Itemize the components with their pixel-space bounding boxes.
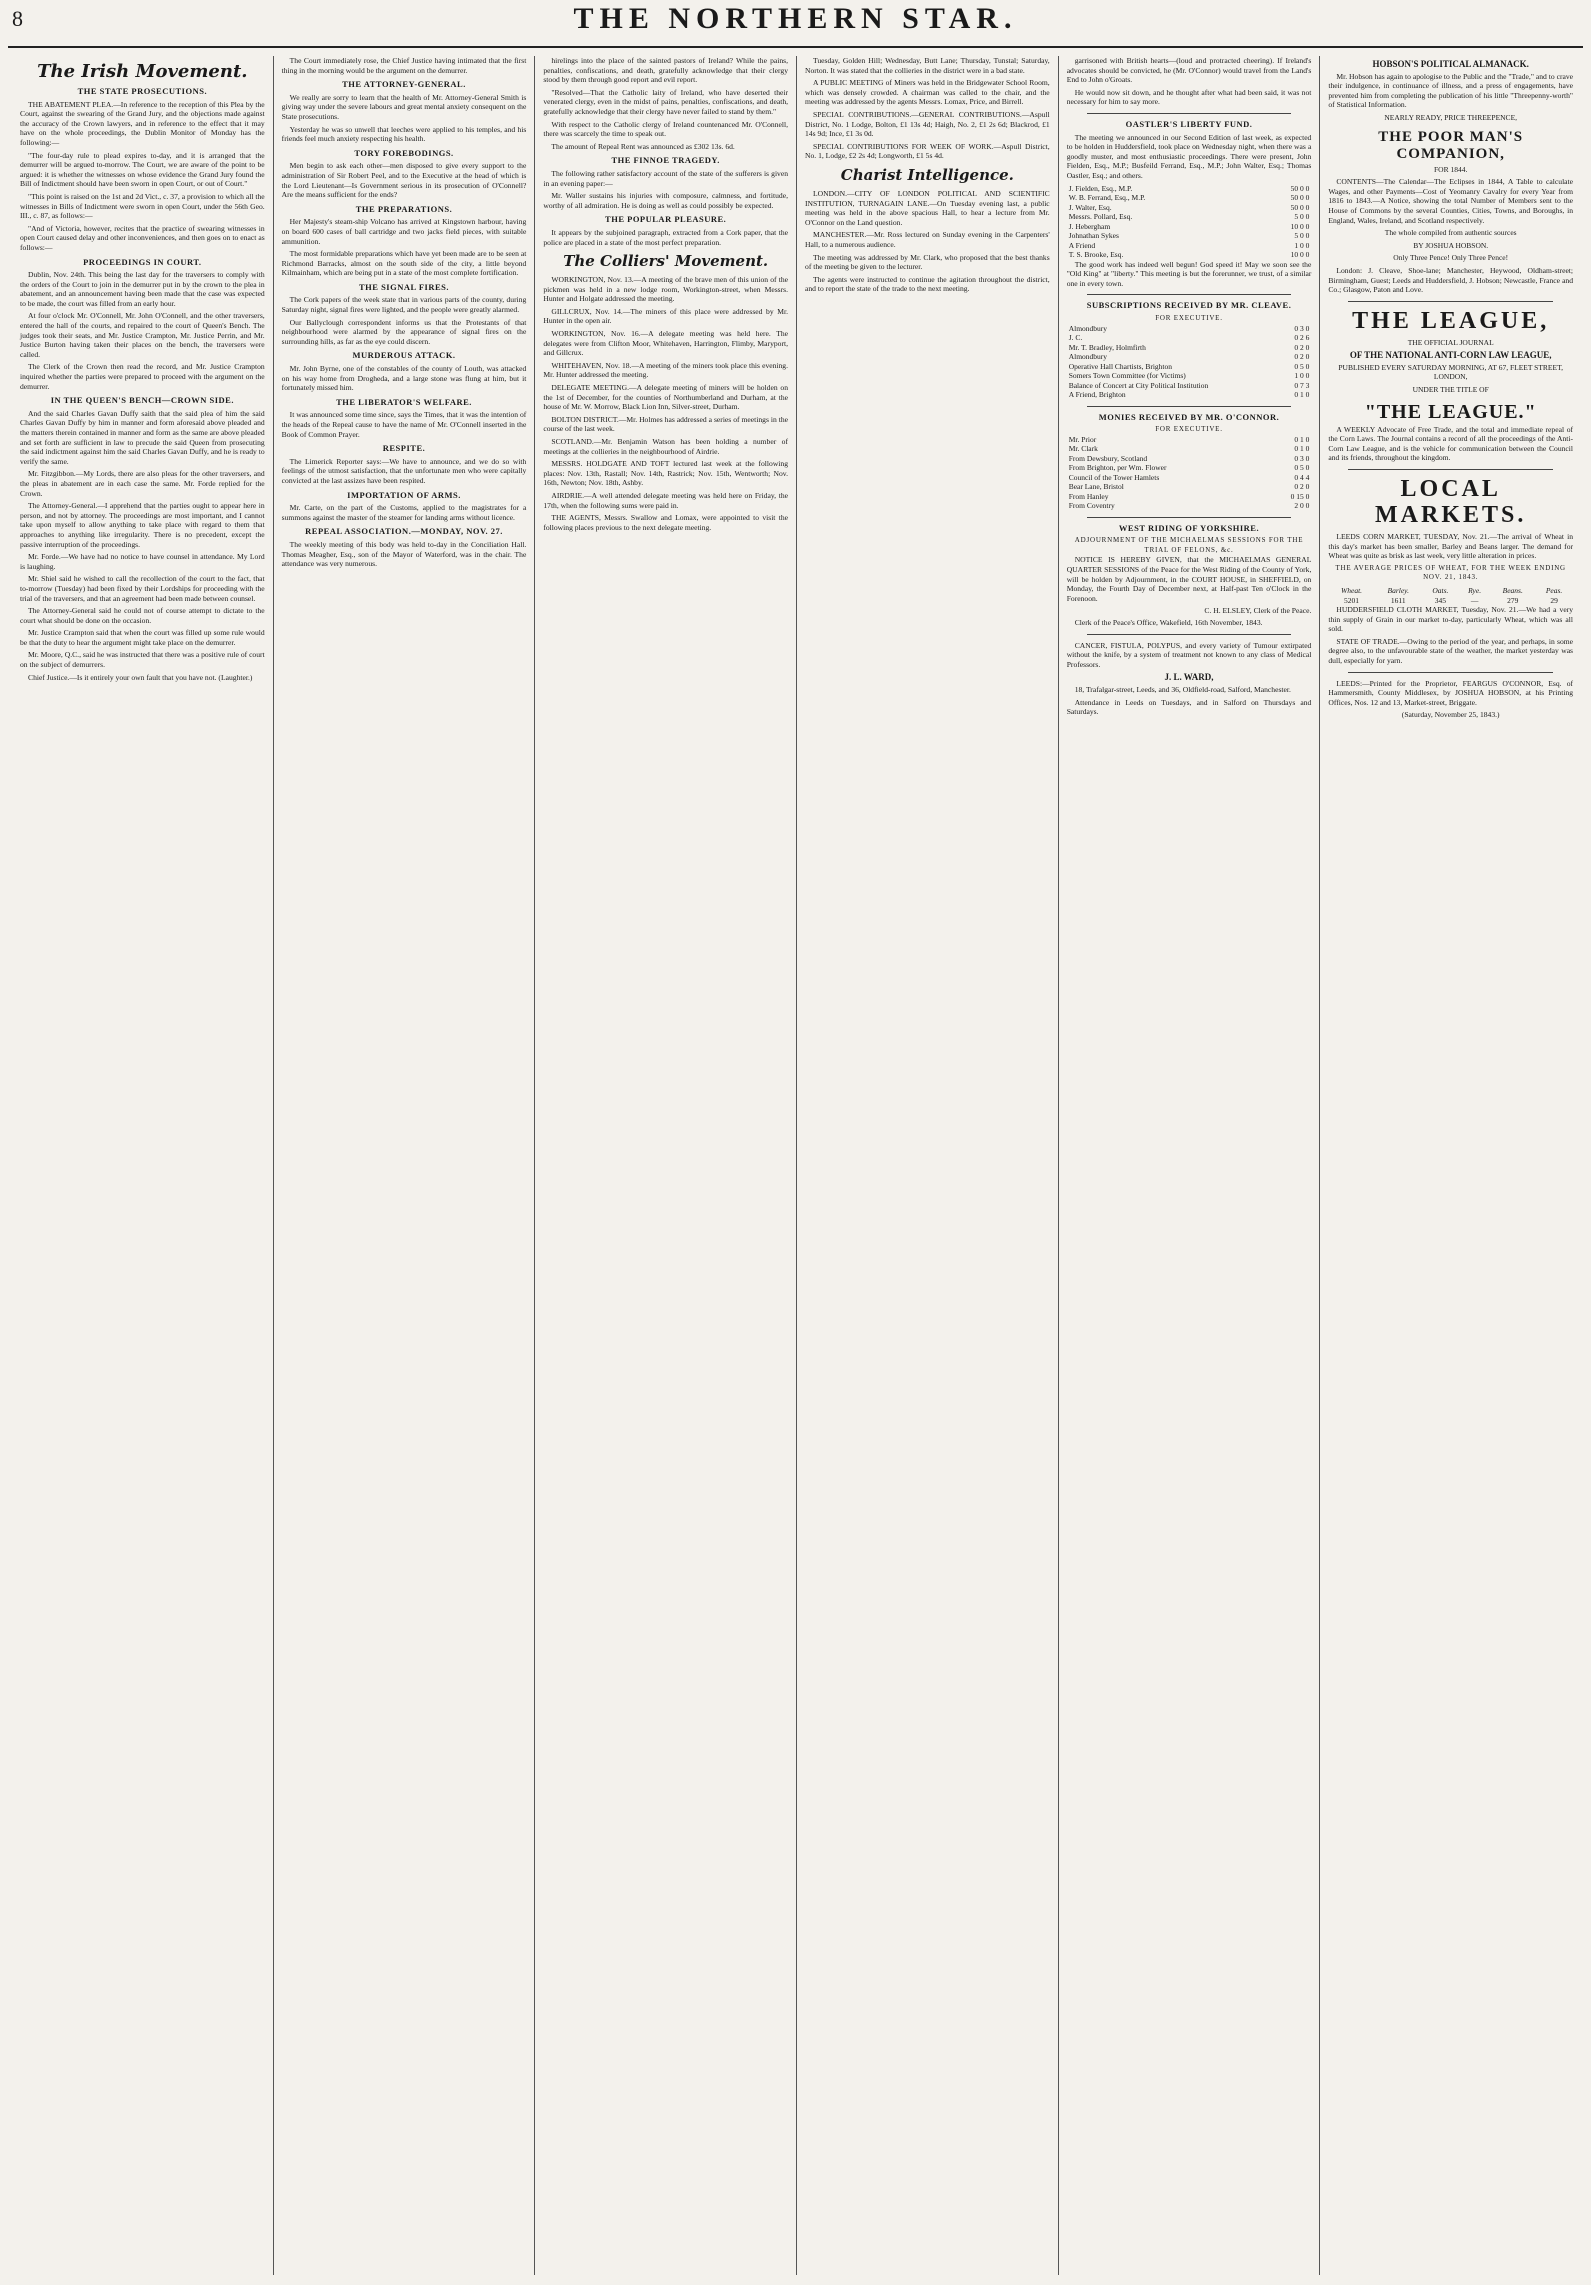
heading-signal-fires: THE SIGNAL FIRES. <box>359 281 449 292</box>
subscriber-name: J. Fielden, Esq., M.P. <box>1068 183 1133 193</box>
subscription-row <box>1067 473 1312 483</box>
paragraph: Mr. Carte, on the part of the Customs, applied to the magistrates for a summons against the master of the steamer for landing arms without licence. <box>281 503 527 522</box>
grain-value: 1611 <box>1390 595 1406 605</box>
paragraph: CANCER, FISTULA, POLYPUS, and every variety of Tumour extirpated without the knife, by a system of treatment not known to any class of Medical Professors. <box>1066 640 1312 669</box>
grain-value: 5201 <box>1344 595 1360 605</box>
heading-cleave-subscriptions: SUBSCRIPTIONS RECEIVED BY MR. CLEAVE. <box>1086 300 1292 311</box>
subscriber-name: J. C. <box>1068 333 1083 342</box>
heading-queens-bench: IN THE QUEEN'S BENCH—CROWN SIDE. <box>50 395 234 406</box>
paragraph: SPECIAL CONTRIBUTIONS.—GENERAL CONTRIBUTIONS.—Aspull District, No. 1 Lodge, Bolton, £1 13s 4d; Haigh, No. 2, £1 2s 6d; Blackrod, £1 14s 9d; Ince, £1 3s 0d. <box>805 109 1050 139</box>
paragraph: THE ABATEMENT PLEA.—In reference to the reception of this Plea by the Court, against the swearing of the Grand Jury, and the objections made against the accuracy of the Crown lawyers, and in reference to the effect that it may have on the whole proceedings, the Dublin Monitor of Monday has the following:— <box>20 99 265 147</box>
paragraph: garrisoned with British hearts—(loud and protracted cheering). If Ireland's advocates should be convicted, he (Mr. O'Connor) would travel from the Land's End to John o'Groats. <box>1066 56 1312 85</box>
imprint-date: (Saturday, November 25, 1843.) <box>1401 710 1500 720</box>
league-subtitle: THE OFFICIAL JOURNAL <box>1407 337 1494 347</box>
price-note: NEARLY READY, PRICE THREEPENCE, <box>1384 112 1518 122</box>
subheading-adjournment: ADJOURNMENT OF THE MICHAELMAS SESSIONS FOR THE TRIAL OF FELONS, &c. <box>1074 536 1304 554</box>
subscriber-name: Bear Lane, Bristol <box>1068 482 1124 492</box>
paragraph: The Cork papers of the week state that in various parts of the county, during Saturday night, signal fires were lighted, and the people were greatly alarmed. <box>281 295 527 315</box>
paragraph: The agents were instructed to continue the agitation throughout the district, and to report the state of the trade to the next meeting. <box>805 274 1050 294</box>
grain-column-header: Oats. <box>1432 586 1449 595</box>
subscriber-name: J. Hebergham <box>1068 221 1111 231</box>
paragraph: And the said Charles Gavan Duffy saith that the said plea of him the said Charles Gavan Duffy by him in manner and form aforesaid above pleaded and the matters therein contained in manner and form as the same are above pleaded and set forth are sufficient in law to precude the said Queen from prosecuting the said indictment against him the said Charles Gavan Duffy, and he is ready to verify the same. <box>20 408 265 466</box>
paragraph: SPECIAL CONTRIBUTIONS FOR WEEK OF WORK.—Aspull District, No. 1, Lodge, £2 2s 4d; Longworth, £1 5s 4d. <box>805 141 1050 161</box>
paragraph: The good work has indeed well begun! God speed it! May we soon see the "Old King" at "liberty." This meeting is but the forerunner, we trust, of a similar one in every town. <box>1066 259 1312 288</box>
paragraph: The Court immediately rose, the Chief Justice having intimated that the first thing in the morning would be the argument on the demurrer. <box>281 56 527 75</box>
subscription-amount: 1 0 0 <box>1294 371 1310 380</box>
paragraph: The Clerk of the Crown then read the record, and Mr. Justice Crampton inquired whether the parties were prepared to proceed with the argument on the demurrer. <box>20 362 265 391</box>
poor-mans-companion-year: FOR 1844. <box>1434 164 1468 174</box>
page-number: 8 <box>12 6 23 31</box>
price-line: Only Three Pence! Only Three Pence! <box>1393 253 1509 263</box>
paragraph: The meeting we announced in our Second Edition of last week, as expected to be holden in Huddersfield, took place on Wednesday night, when there was a goodly muster, and most enthusiastic proceedings. There were present, John Fielden, Esq., M.P.; Busfeild Ferrand, Esq., M.P.; John Walter, Esq.; Thomas Oastler, Esq.; and others. <box>1066 132 1312 180</box>
subheading-executive: FOR EXECUTIVE. <box>1155 425 1223 434</box>
league-organisation: OF THE NATIONAL ANTI-CORN LAW LEAGUE, <box>1349 350 1552 361</box>
subscription-row <box>1067 250 1312 260</box>
subscriber-name: A Friend, Brighton <box>1068 390 1126 399</box>
section-heading-irish-movement: The Irish Movement. <box>37 61 248 82</box>
subscription-row <box>1067 184 1312 194</box>
grain-column-header: Peas. <box>1545 586 1563 595</box>
paragraph: He would now sit down, and he thought after what had been said, it was not necessary for him to say more. <box>1066 87 1312 107</box>
paragraph: "Resolved—That the Catholic laity of Ireland, who have deserted their venerated clergy, even in the midst of pains, penalties, confiscations, and death, gratefully acknowledge that their clergy have never failed to stand by them." <box>543 87 789 116</box>
column-6 <box>1319 56 1581 2275</box>
heading-west-riding: WEST RIDING OF YORKSHIRE. <box>1118 522 1260 533</box>
divider <box>1348 301 1553 302</box>
subscription-row <box>1067 371 1312 381</box>
subscriber-name: From Hanley <box>1068 491 1109 501</box>
subscriber-name: Mr. Clark <box>1068 444 1098 454</box>
subscription-amount: 0 4 4 <box>1294 472 1310 482</box>
oconnor-monies-table <box>1067 435 1312 511</box>
subscription-row <box>1067 193 1312 203</box>
paragraph: AIRDRIE.—A well attended delegate meeting was held here on Friday, the 17th, when the following sums were paid in. <box>543 490 789 510</box>
paragraph: HUDDERSFIELD CLOTH MARKET, Tuesday, Nov. 21.—We had a very thin supply of Grain in our market to-day, particularly Wheat, which was all sold. <box>1328 605 1574 634</box>
author-line: BY JOSHUA HOBSON. <box>1413 240 1489 250</box>
paragraph: WHITEHAVEN, Nov. 18.—A meeting of the miners took place this evening. Mr. Hunter addressed the meeting. <box>543 360 789 380</box>
subscription-amount: 10 0 0 <box>1290 250 1310 260</box>
paragraph: It appears by the subjoined paragraph, extracted from a Cork paper, that the police are placed in a state of the most perfect preparation. <box>543 227 789 247</box>
subscription-amount: 0 1 0 <box>1294 434 1310 444</box>
subscriber-name: From Brighton, per Wm. Flower <box>1068 463 1167 473</box>
grain-value: — <box>1470 595 1479 605</box>
subscription-row <box>1067 352 1312 362</box>
league-publication: PUBLISHED EVERY SATURDAY MORNING, AT 67, FLEET STREET, LONDON, <box>1338 362 1563 382</box>
paragraph: LEEDS CORN MARKET, TUESDAY, Nov. 21.—The arrival of Wheat in this day's market has been smaller, Barley and Beans larger. The demand for Wheat was quite as brisk as last week, very little alteration in prices. <box>1328 532 1574 561</box>
subscription-row <box>1067 492 1312 502</box>
paragraph: Chief Justice.—Is it entirely your own fault that you have not. (Laughter.) <box>28 672 253 682</box>
paragraph: WORKINGTON, Nov. 13.—A meeting of the brave men of this union of the pickmen was held in a new lodge room, Workington-street, when Messrs. Hunter and Holgate addressed the meeting. <box>543 275 789 304</box>
paragraph: BOLTON DISTRICT.—Mr. Holmes has addressed a series of meetings in the course of the last week. <box>543 414 789 434</box>
divider <box>1087 406 1292 407</box>
paragraph: A WEEKLY Advocate of Free Trade, and the total and immediate repeal of the Corn Laws. The Journal contains a record of all the proceedings of the Anti-Corn Law League, and is the vehicle for communication between the Council and its friends, throughout the kingdom. <box>1328 424 1574 463</box>
subscription-amount: 0 1 0 <box>1294 444 1310 454</box>
subscription-row <box>1067 362 1312 372</box>
subscriber-name: Johnathan Sykes <box>1068 231 1119 241</box>
divider <box>1087 634 1292 635</box>
subscriber-name: Mr. T. Bradley, Holmfirth <box>1068 342 1146 352</box>
paragraph: Mr. Fitzgibbon.—My Lords, there are also pleas for the other traversers, and the pleas in abatement are in each case the same. Mr. Forde replied for the Crown. <box>20 469 265 498</box>
paragraph: Mr. Shiel said he wished to call the recollection of the court to the fact, that to-morrow (Tuesday) had been fixed by their Lordships for proceeding with the trial of the traversers, and that an agreement had been made between counsel. <box>20 574 265 603</box>
imprint: LEEDS:—Printed for the Proprietor, FEARGUS O'CONNOR, Esq. of Hammersmith, County Middlesex, by JOSHUA HOBSON, at his Printing Offices, Nos. 12 and 13, Market-street, Briggate. <box>1328 678 1574 707</box>
divider <box>1348 672 1553 673</box>
paragraph: The following rather satisfactory account of the state of the sufferers is given in an evening paper:— <box>543 168 789 188</box>
grain-column-header: Wheat. <box>1341 586 1363 595</box>
subscription-row <box>1067 231 1312 241</box>
grain-value: 279 <box>1507 595 1519 605</box>
subscription-row <box>1067 241 1312 251</box>
paragraph: CONTENTS—The Calendar—The Eclipses in 1844, A Table to calculate Wages, and other Payments—Cost of Yeomanry Cavalry for every Year from 1816 to 1843.—A Notice, showing the total Number of Members sent to the House of Commons by the several Counties, Cities, Towns, and Boroughs, in England, Wales, Ireland, and Scotland respectively. <box>1328 177 1574 225</box>
subscriber-name: T. S. Brooke, Esq. <box>1068 250 1124 260</box>
subscription-amount: 0 3 0 <box>1294 323 1310 333</box>
paragraph: WORKINGTON, Nov. 16.—A delegate meeting was held here. The delegates were from Clifton Moor, Whitehaven, Harrington, Flimby, Maryport, and Gillcrux. <box>543 329 789 358</box>
paragraph: It was announced some time since, says the Times, that it was the intention of the heads of the Repeal cause to have the name of Mr. O'Connell inserted in the Book of Common Prayer. <box>281 410 527 439</box>
subscription-amount: 0 5 0 <box>1294 463 1310 473</box>
paragraph: Mr. Justice Crampton said that when the court was filled up some rule would be that the duty to hear the argument might take place on the demurrer. <box>20 628 265 647</box>
league-under-title: UNDER THE TITLE OF <box>1412 385 1489 395</box>
paragraph: Men begin to ask each other—men disposed to give every support to the administration of Sir Robert Peel, and to the Executive at the head of which is the Lord Lieutenant—Is Government serious in its prosecution of O'Connell? Are the means sufficient for the ends? <box>281 161 527 200</box>
subscription-amount: 50 0 0 <box>1290 183 1310 193</box>
paragraph: The meeting was addressed by Mr. Clark, who proposed that the best thanks of the meeting be given to the lecturer. <box>805 252 1050 272</box>
subscriber-name: Operative Hall Chartists, Brighton <box>1068 361 1173 371</box>
subscriber-name: Council of the Tower Hamlets <box>1068 472 1160 482</box>
subscription-row <box>1067 501 1312 511</box>
subscription-row <box>1067 390 1312 400</box>
heading-finnoe-tragedy: THE FINNOE TRAGEDY. <box>611 155 720 166</box>
grain-column-header: Beans. <box>1502 586 1523 595</box>
paragraph: Attendance in Leeds on Tuesdays, and in Salford on Thursdays and Saturdays. <box>1066 697 1312 717</box>
subscriber-name: Somers Town Committee (for Victims) <box>1068 371 1186 380</box>
subscription-row <box>1067 222 1312 232</box>
paragraph: GILLCRUX, Nov. 14.—The miners of this place were addressed by Mr. Hunter in the open air. <box>543 306 789 326</box>
paragraph: We really are sorry to learn that the health of Mr. Attorney-General Smith is giving way under the severe labours and great mental anxiety consequent on the State prosecutions. <box>281 92 527 121</box>
subscription-amount: 0 1 0 <box>1294 390 1310 399</box>
subscription-amount: 0 5 0 <box>1294 361 1310 371</box>
subscription-amount: 0 15 0 <box>1290 491 1310 501</box>
subscriber-name: W. B. Ferrand, Esq., M.P. <box>1068 193 1146 203</box>
divider <box>1087 294 1292 295</box>
heading-liberators-welfare: THE LIBERATOR'S WELFARE. <box>336 396 472 407</box>
subscription-amount: 1 0 0 <box>1294 240 1310 250</box>
subscription-amount: 0 7 3 <box>1294 380 1310 390</box>
subscription-row <box>1067 444 1312 454</box>
divider <box>1348 469 1553 470</box>
local-markets-title: LOCAL MARKETS. <box>1375 476 1527 529</box>
subscription-row <box>1067 435 1312 445</box>
masthead <box>8 0 1583 48</box>
paragraph: The amount of Repeal Rent was announced as £302 13s. 6d. <box>551 141 735 151</box>
subscriber-name: Messrs. Pollard, Esq. <box>1068 212 1133 222</box>
league-name: "THE LEAGUE." <box>1364 400 1537 423</box>
heading-respite: RESPITE. <box>382 443 426 454</box>
grain-column-header: Rye. <box>1468 586 1482 595</box>
average-prices-heading: THE AVERAGE PRICES OF WHEAT, FOR THE WEEK ENDING NOV. 21, 1843. <box>1335 563 1566 582</box>
subscription-row <box>1067 482 1312 492</box>
heading-importation-of-arms: IMPORTATION OF ARMS. <box>347 489 461 500</box>
subscriber-name: Mr. Prior <box>1068 434 1097 444</box>
section-heading-colliers-movement: The Colliers' Movement. <box>563 252 769 271</box>
subscriber-name: Almondbury <box>1068 352 1108 361</box>
paragraph: The weekly meeting of this body was held to-day in the Conciliation Hall. Thomas Meagher, Esq., son of the Mayor of Waterford, was in the chair. The attendance was very numerous. <box>281 539 527 569</box>
subscription-amount: 10 0 0 <box>1290 221 1310 231</box>
heading-popular-pleasure: THE POPULAR PLEASURE. <box>605 214 727 225</box>
heading-hobson-almanack: HOBSON'S POLITICAL ALMANACK. <box>1372 59 1529 69</box>
column-1 <box>12 56 273 2275</box>
heading-murderous-attack: MURDEROUS ATTACK. <box>352 350 456 361</box>
heading-tory-forebodings: TORY FOREBODINGS. <box>354 147 454 158</box>
paragraph: The most formidable preparations which have yet been made are to be seen at Richmond Barracks, almost on the south side of the city, a little beyond Kilmainham, which are being put in a state of the most complete fortification. <box>281 249 527 278</box>
grain-column-header: Barley. <box>1387 586 1409 595</box>
subscriber-name: Almondbury <box>1068 323 1108 333</box>
paragraph: Our Ballyclough correspondent informs us that the Protestants of that neighbourhood were alarmed by the appearance of signal fires on the surrounding hills, as far as the eye could discern. <box>281 317 527 346</box>
paragraph: Mr. John Byrne, one of the constables of the county of Louth, was attacked on his way home from Drogheda, and a large stone was flung at him, but it fortunately missed him. <box>281 364 527 393</box>
paragraph: Tuesday, Golden Hill; Wednesday, Butt Lane; Thursday, Tunstal; Saturday, Norton. It was stated that the collieries in the district were in a bad state. <box>805 56 1050 75</box>
advertiser-name: J. L. WARD, <box>1164 672 1214 683</box>
paragraph: At four o'clock Mr. O'Connell, Mr. John O'Connell, and the other traversers, entered the hall of the courts, and repaired to the court of Queen's Bench. The judges took their seats, and Mr. Justice Crampton, Mr. Justice Perrin, and Mr. Justice Burton having taken their places on the bench, the traversers were called. <box>20 311 265 359</box>
subscription-amount: 0 2 0 <box>1294 482 1310 492</box>
newspaper-title: THE NORTHERN STAR. <box>573 2 1018 35</box>
paragraph: DELEGATE MEETING.—A delegate meeting of miners will be holden on the 1st of December, for the counties of Northumberland and Durham, at the house of Mr. W. Morrow, Black Lion Inn, Silver-street, Durham. <box>543 383 789 412</box>
subscription-amount: 0 2 0 <box>1294 342 1310 352</box>
paragraph: hirelings into the place of the sainted pastors of Ireland? While the pains, penalties, confiscations, and death, gratefully acknowledge that their clergy stood by them through good report and evil report. <box>543 56 789 85</box>
paragraph: London: J. Cleave, Shoe-lane; Manchester, Heywood, Oldham-street; Birmingham, Guest; Leeds and Huddersfield, J. Hobson; Newcastle, France and Co.; Glasgow, Paton and Love. <box>1328 265 1574 295</box>
paragraph: Dublin, Nov. 24th. This being the last day for the traversers to comply with the orders of the Court to join in the demurrer put in by the crown to the plea in abatement, and an announcement having been made that the case was expected to be made, the court was filled from an early hour. <box>20 270 265 308</box>
subscription-amount: 0 2 0 <box>1294 352 1310 361</box>
subscriber-name: Balance of Concert at City Political Institution <box>1068 380 1209 390</box>
subscription-row <box>1067 203 1312 213</box>
paragraph: The Attorney-General said he could not of course attempt to dictate to the court what should be done on the occasion. <box>20 606 265 625</box>
column-3 <box>534 56 796 2275</box>
paragraph: "This point is raised on the 1st and 2d Vict., c. 37, a provision to which all the witnesses in Bills of Indictment were sworn in open Court, under the 56th Geo. III., c. 87, as follows:— <box>20 191 265 221</box>
paragraph: A PUBLIC MEETING of Miners was held in the Bridgewater School Room, which was densely crowded. A chairman was called to the chair, and the meeting was addressed by the agents Messrs. Lomax, Price, and Birrell. <box>805 78 1050 107</box>
cleave-subscriptions-table <box>1067 324 1312 400</box>
section-heading-chartist-intelligence: Charist Intelligence. <box>840 165 1014 184</box>
subscription-row <box>1067 343 1312 353</box>
heading-state-prosecutions: THE STATE PROSECUTIONS. <box>77 86 208 96</box>
paragraph: STATE OF TRADE.—Owing to the period of the year, and perhaps, in some degree also, to the unfavourable state of the weather, the market yesterday was dull, especially for yarn. <box>1328 636 1574 665</box>
subscription-row <box>1067 212 1312 222</box>
subscription-amount: 50 0 0 <box>1290 202 1310 212</box>
column-2 <box>273 56 535 2275</box>
divider <box>1087 517 1292 518</box>
subscription-amount: 5 0 0 <box>1294 231 1310 241</box>
subscription-amount: 5 0 0 <box>1294 212 1310 222</box>
heading-repeal-association: REPEAL ASSOCIATION.—MONDAY, NOV. 27. <box>305 526 503 537</box>
column-4 <box>796 56 1058 2275</box>
divider <box>1087 113 1292 114</box>
heading-preparations: THE PREPARATIONS. <box>355 203 453 214</box>
subscription-row <box>1067 454 1312 464</box>
oastler-subscriptions-table <box>1067 184 1312 260</box>
subscription-amount: 50 0 0 <box>1290 193 1310 203</box>
heading-oconnor-monies: MONIES RECEIVED BY MR. O'CONNOR. <box>1098 411 1280 422</box>
paragraph: Yesterday he was so unwell that leeches were applied to his temples, and his friends feel much anxiety respecting his health. <box>281 124 527 144</box>
subheading-executive: FOR EXECUTIVE. <box>1155 313 1223 322</box>
subscription-amount: 0 2 6 <box>1294 333 1310 342</box>
paragraph: THE AGENTS, Messrs. Swallow and Lomax, were appointed to visit the following places previous to the next delegate meeting. <box>543 513 789 532</box>
average-prices-table <box>1328 586 1573 605</box>
subscription-row <box>1067 324 1312 334</box>
grain-value: 345 <box>1434 595 1446 605</box>
columns <box>12 56 1581 2275</box>
subscriber-name: From Dewsbury, Scotland <box>1068 453 1148 463</box>
subscription-row <box>1067 333 1312 343</box>
paragraph: Mr. Moore, Q.C., said he was instructed that there was a positive rule of court on the subject of demurrers. <box>20 650 265 670</box>
subscriber-name: From Coventry <box>1068 501 1115 511</box>
heading-attorney-general: THE ATTORNEY-GENERAL. <box>342 79 466 90</box>
paragraph: 18, Trafalgar-street, Leeds, and 36, Oldfield-road, Salford, Manchester. <box>1074 685 1291 694</box>
subscription-row <box>1067 463 1312 473</box>
paragraph: The Limerick Reporter says:—We have to announce, and we do so with feelings of the utmost satisfaction, that the unfortunate men who were capitally convicted at the last assizes have been respited. <box>281 456 527 485</box>
paragraph: Mr. Hobson has again to apologise to the Public and the "Trade," and to crave their indulgence, in continuance of illness, and a press of engagements, have prevented him from completing the publication of his little "Threepenny-worth" of Statistical Information. <box>1328 71 1574 110</box>
heading-oastler-liberty-fund: OASTLER'S LIBERTY FUND. <box>1125 118 1253 129</box>
compiled-note: The whole compiled from authentic sources <box>1384 228 1517 238</box>
poor-mans-companion-title: THE POOR MAN'S COMPANION, <box>1378 128 1524 162</box>
paragraph: NOTICE IS HEREBY GIVEN, that the MICHAELMAS GENERAL QUARTER SESSIONS of the Peace for the West Riding of the County of York, will be holden by Adjournment, in the COURT HOUSE, in SHEFFIELD, on Monday, the Fourth Day of December next, at Half-past Ten o'Clock in the Forenoon. <box>1066 555 1312 603</box>
paragraph: With respect to the Catholic clergy of Ireland countenanced Mr. O'Connell, there was scarcely the time to speak out. <box>543 119 789 139</box>
paragraph: MANCHESTER.—Mr. Ross lectured on Sunday evening in the Carpenters' Hall, to a numerous audience. <box>805 230 1050 249</box>
paragraph: The Attorney-General.—I apprehend that the parties ought to appear here in person, and not by attorney. The proceedings are most important, and I cannot take upon myself to allow anything to take place with regard to them that approaches to anything like irregularity. There is no precedent, except the passive interruption of the proceedings. <box>20 501 265 549</box>
subscriber-name: A Friend <box>1068 240 1096 250</box>
paragraph: Mr. Forde.—We have had no notice to have counsel in attendance. My Lord is laughing. <box>20 552 265 571</box>
grain-value: 29 <box>1550 595 1558 605</box>
subscriber-name: J. Walter, Esq. <box>1068 202 1112 212</box>
paragraph: Clerk of the Peace's Office, Wakefield, 16th November, 1843. <box>1074 618 1263 628</box>
signature: C. H. ELSLEY, Clerk of the Peace. <box>1204 606 1312 616</box>
subscription-row <box>1067 381 1312 391</box>
paragraph: "And of Victoria, however, recites that the practice of swearing witnesses in open Court caused delay and other inconveniences, and then goes on to enact as follows:— <box>20 223 265 252</box>
paragraph: Her Majesty's steam-ship Volcano has arrived at Kingstown harbour, having on board 600 cases of ball cartridge and two jacks field pieces, with suitable ammunition. <box>281 217 527 246</box>
paragraph: MESSRS. HOLDGATE AND TOFT lectured last week at the following places: Nov. 13th, Rastall; Nov. 14th, Rastrick; Nov. 15th, Wentworth; Nov. 16th, Newton; Nov. 18th, Ashby. <box>543 459 789 488</box>
subscription-amount: 2 0 0 <box>1294 501 1310 511</box>
paragraph: Mr. Waller sustains his injuries with composure, calmness, and fortitude, worthy of all admiration. He is doing as well as could possibly be expected. <box>543 191 789 210</box>
paragraph: "The four-day rule to plead expires to-day, and it is arranged that the demurrer will be argued to-morrow. The Court, we are aware of the point to be argued: it is whether the witnesses on whose evidence the Grand Jury found the Bill of Indictment should have been sworn in open Court, or out of Court." <box>20 150 265 189</box>
column-5 <box>1058 56 1320 2275</box>
heading-proceedings: PROCEEDINGS IN COURT. <box>83 256 202 267</box>
subscription-amount: 0 3 0 <box>1294 453 1310 463</box>
league-title: THE LEAGUE, <box>1352 307 1550 334</box>
paragraph: SCOTLAND.—Mr. Benjamin Watson has been holding a number of meetings at the collieries in the neighbourhood of Airdrie. <box>543 437 789 456</box>
paragraph: LONDON.—CITY OF LONDON POLITICAL AND SCIENTIFIC INSTITUTION, TURNAGAIN LANE.—On Tuesday evening last, a public meeting was held in the above spacious Hall, to hear a lecture from Mr. O'Connor on the Land question. <box>805 188 1050 227</box>
